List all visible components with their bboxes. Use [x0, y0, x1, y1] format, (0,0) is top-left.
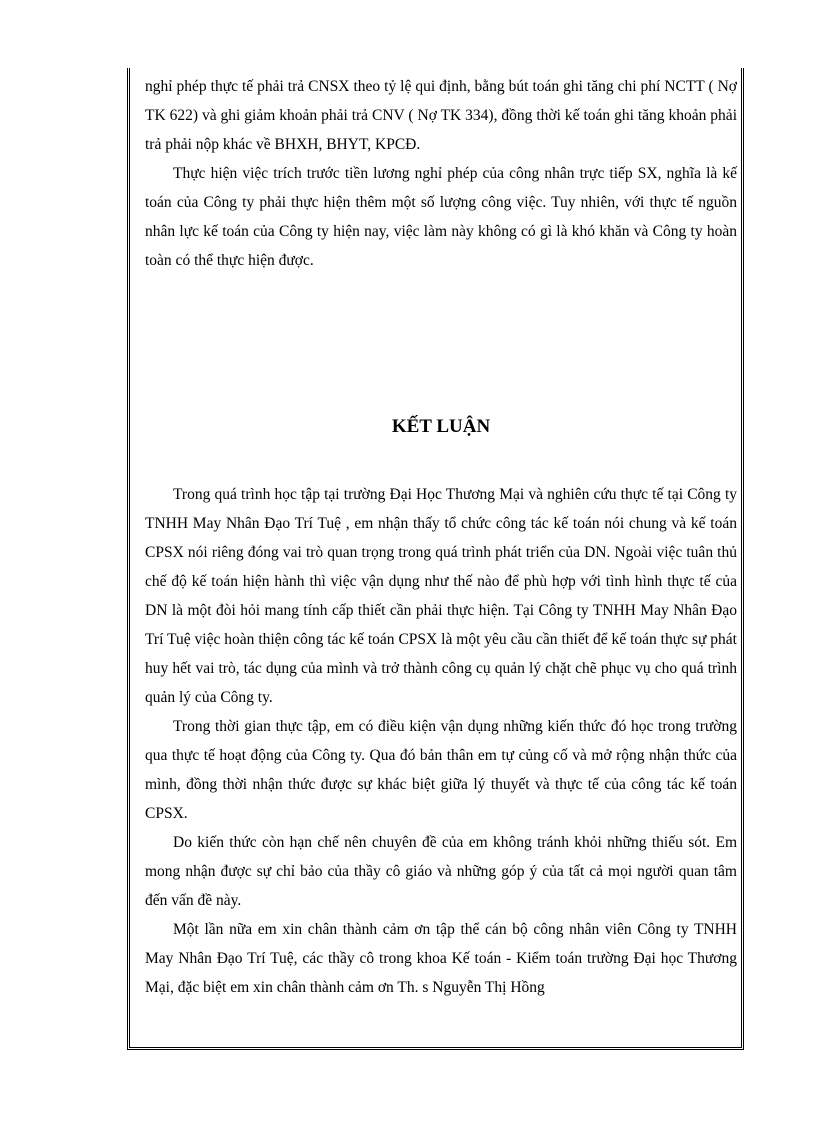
- document-body: [145, 72, 737, 1002]
- conclusion-paragraph-4: Một lần nữa em xin chân thành cảm ơn tập thể cán bộ công nhân viên Công ty TNHH May Nhân Đạo Trí Tuệ, các thầy cô trong khoa Kế toán - Kiểm toán trường Đại học Thương Mại, đặc biệt em xin chân thành cảm ơn Th. s Nguyễn Thị Hồng: [145, 921, 737, 996]
- paragraph-continued: nghỉ phép thực tế phải trả CNSX theo tỷ lệ qui định, bằng bút toán ghi tăng chi phí NCTT ( Nợ TK 622) và ghi giảm khoản phải trả CNV ( Nợ TK 334), đồng thời kế toán ghi tăng khoản phải trả phải nộp khác về BHXH, BHYT, KPCĐ.: [145, 78, 737, 153]
- section-spacer: [145, 275, 737, 412]
- heading-spacer: [145, 441, 737, 480]
- section-heading: KẾT LUẬN: [391, 416, 491, 437]
- conclusion-paragraph-1: Trong quá trình học tập tại trường Đại Học Thương Mại và nghiên cứu thực tế tại Công ty TNHH May Nhân Đạo Trí Tuệ , em nhận thấy tổ chức công tác kế toán nói chung và kế toán CPSX nói riêng đóng vai trò quan trọng trong quá trình phát triển của DN. Ngoài việc tuân thủ chế độ kế toán hiện hành thì việc vận dụng như thế nào để phù hợp với tình hình thực tế của DN là một đòi hỏi mang tính cấp thiết cần phải thực hiện. Tại Công ty TNHH May Nhân Đạo Trí Tuệ việc hoàn thiện công tác kế toán CPSX là một yêu cầu cần thiết để kế toán thực sự phát huy hết vai trò, tác dụng của mình và trở thành công cụ quản lý chặt chẽ phục vụ cho quá trình quản lý của Công ty.: [145, 486, 737, 706]
- paragraph-accrual: Thực hiện việc trích trước tiền lương nghỉ phép của công nhân trực tiếp SX, nghĩa là kế toán của Công ty phải thực hiện thêm một số lượng công việc. Tuy nhiên, với thực tế nguồn nhân lực kế toán của Công ty hiện nay, việc làm này không có gì là khó khăn và Công ty hoàn toàn có thể thực hiện được.: [145, 165, 737, 269]
- conclusion-paragraph-2: Trong thời gian thực tập, em có điều kiện vận dụng những kiến thức đó học trong trường qua thực tế hoạt động của Công ty. Qua đó bản thân em tự củng cố và mở rộng nhận thức của mình, đồng thời nhận thức được sự khác biệt giữa lý thuyết và thực tế của công tác kế toán CPSX.: [145, 718, 737, 822]
- conclusion-paragraph-3: Do kiến thức còn hạn chế nên chuyên đề của em không tránh khỏi những thiếu sót. Em mong nhận được sự chỉ bảo của thầy cô giáo và những góp ý của tất cả mọi người quan tâm đến vấn đề này.: [145, 834, 737, 909]
